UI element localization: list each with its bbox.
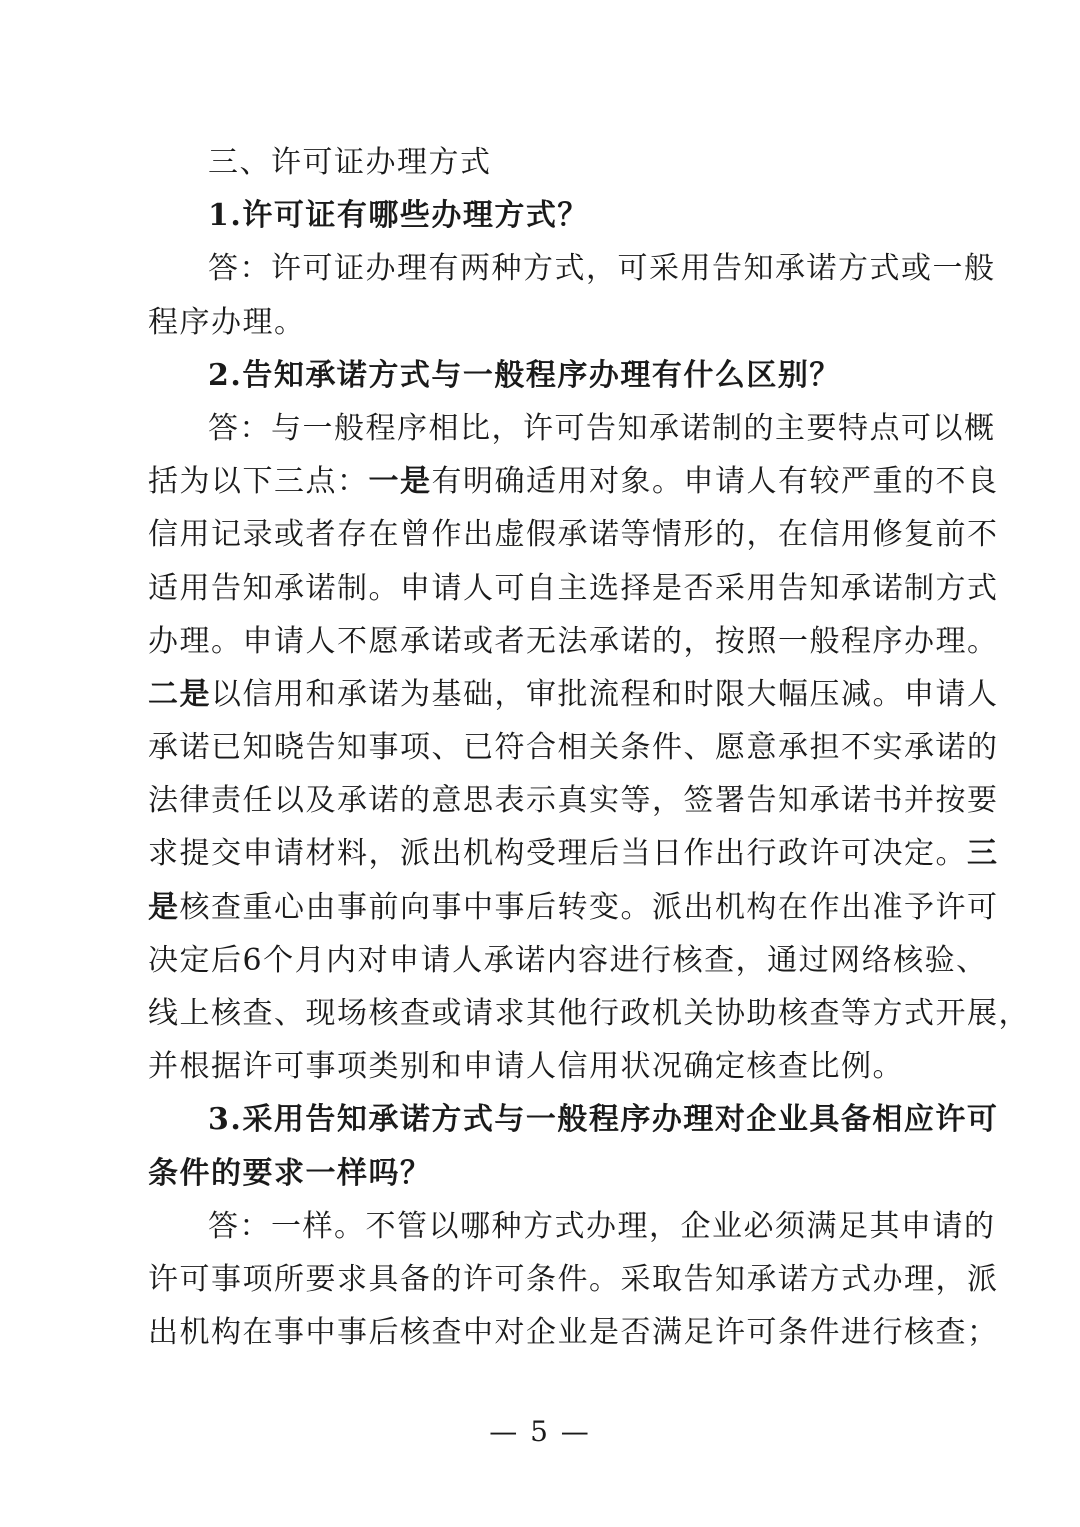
answer-1-line-1: 答：许可证办理有两种方式，可采用告知承诺方式或一般: [208, 251, 996, 287]
answer-2-line-8: 法律责任以及承诺的意思表示真实等，签署告知承诺书并按要: [148, 783, 999, 819]
answer-2-line-11: 决定后6个月内对申请人承诺内容进行核查，通过网络核验、: [148, 942, 988, 978]
point-one-label: 一是: [368, 464, 432, 500]
answer-2-line-2: [148, 455, 999, 508]
question-1: 1.许可证有哪些办理方式？: [208, 198, 589, 234]
section-title: 三、许可证办理方式: [208, 145, 492, 180]
answer-2-text: 求提交申请材料，派出机构受理后当日作出行政许可决定。: [148, 836, 967, 872]
answer-2-text: 括为以下三点：: [148, 464, 369, 500]
answer-2-line-10: [148, 881, 999, 934]
answer-3-line-2: 许可事项所要求具备的许可条件。采取告知承诺方式办理，派: [148, 1261, 999, 1297]
point-three-label: 是: [148, 889, 180, 925]
answer-2-line-13: 并根据许可事项类别和申请人信用状况确定核查比例。: [148, 1049, 904, 1085]
answer-2-line-5: 办理。申请人不愿承诺或者无法承诺的，按照一般程序办理。: [148, 623, 999, 659]
answer-2-text: 核查重心由事前向事中事后转变。派出机构在作出准予许可: [179, 889, 999, 925]
answer-1-line-2: 程序办理。: [148, 304, 306, 340]
answer-2-line-12: 线上核查、现场核查或请求其他行政机关协助核查等方式开展，: [148, 996, 1030, 1031]
answer-2-text: 有明确适用对象。申请人有较严重的不良: [431, 464, 999, 500]
question-3-line-1: 3.采用告知承诺方式与一般程序办理对企业具备相应许可: [208, 1102, 999, 1138]
answer-3-line-3: 出机构在事中事后核查中对企业是否满足许可条件进行核查；: [148, 1315, 999, 1351]
page-number: — 5 —: [489, 1415, 591, 1448]
answer-2-line-1: 答：与一般程序相比，许可告知承诺制的主要特点可以概: [208, 410, 996, 446]
document-body: [148, 136, 1030, 1359]
answer-2-line-3: 信用记录或者存在曾作出虚假承诺等情形的，在信用修复前不: [148, 517, 999, 553]
answer-2-line-4: 适用告知承诺制。申请人可自主选择是否采用告知承诺制方式: [148, 570, 999, 606]
question-2: 2.告知承诺方式与一般程序办理有什么区别？: [208, 357, 841, 393]
question-3-line-2: 条件的要求一样吗？: [148, 1155, 432, 1191]
point-three-label: 三: [967, 836, 999, 872]
answer-2-text: 以信用和承诺为基础，审批流程和时限大幅压减。申请人: [211, 676, 999, 712]
answer-2-line-7: 承诺已知晓告知事项、已符合相关条件、愿意承担不实承诺的: [148, 730, 999, 766]
answer-2-line-6: [148, 668, 999, 721]
answer-3-line-1: 答：一样。不管以哪种方式办理，企业必须满足其申请的: [208, 1208, 996, 1244]
point-two-label: 二是: [148, 676, 211, 712]
answer-2-line-9: [148, 827, 999, 880]
